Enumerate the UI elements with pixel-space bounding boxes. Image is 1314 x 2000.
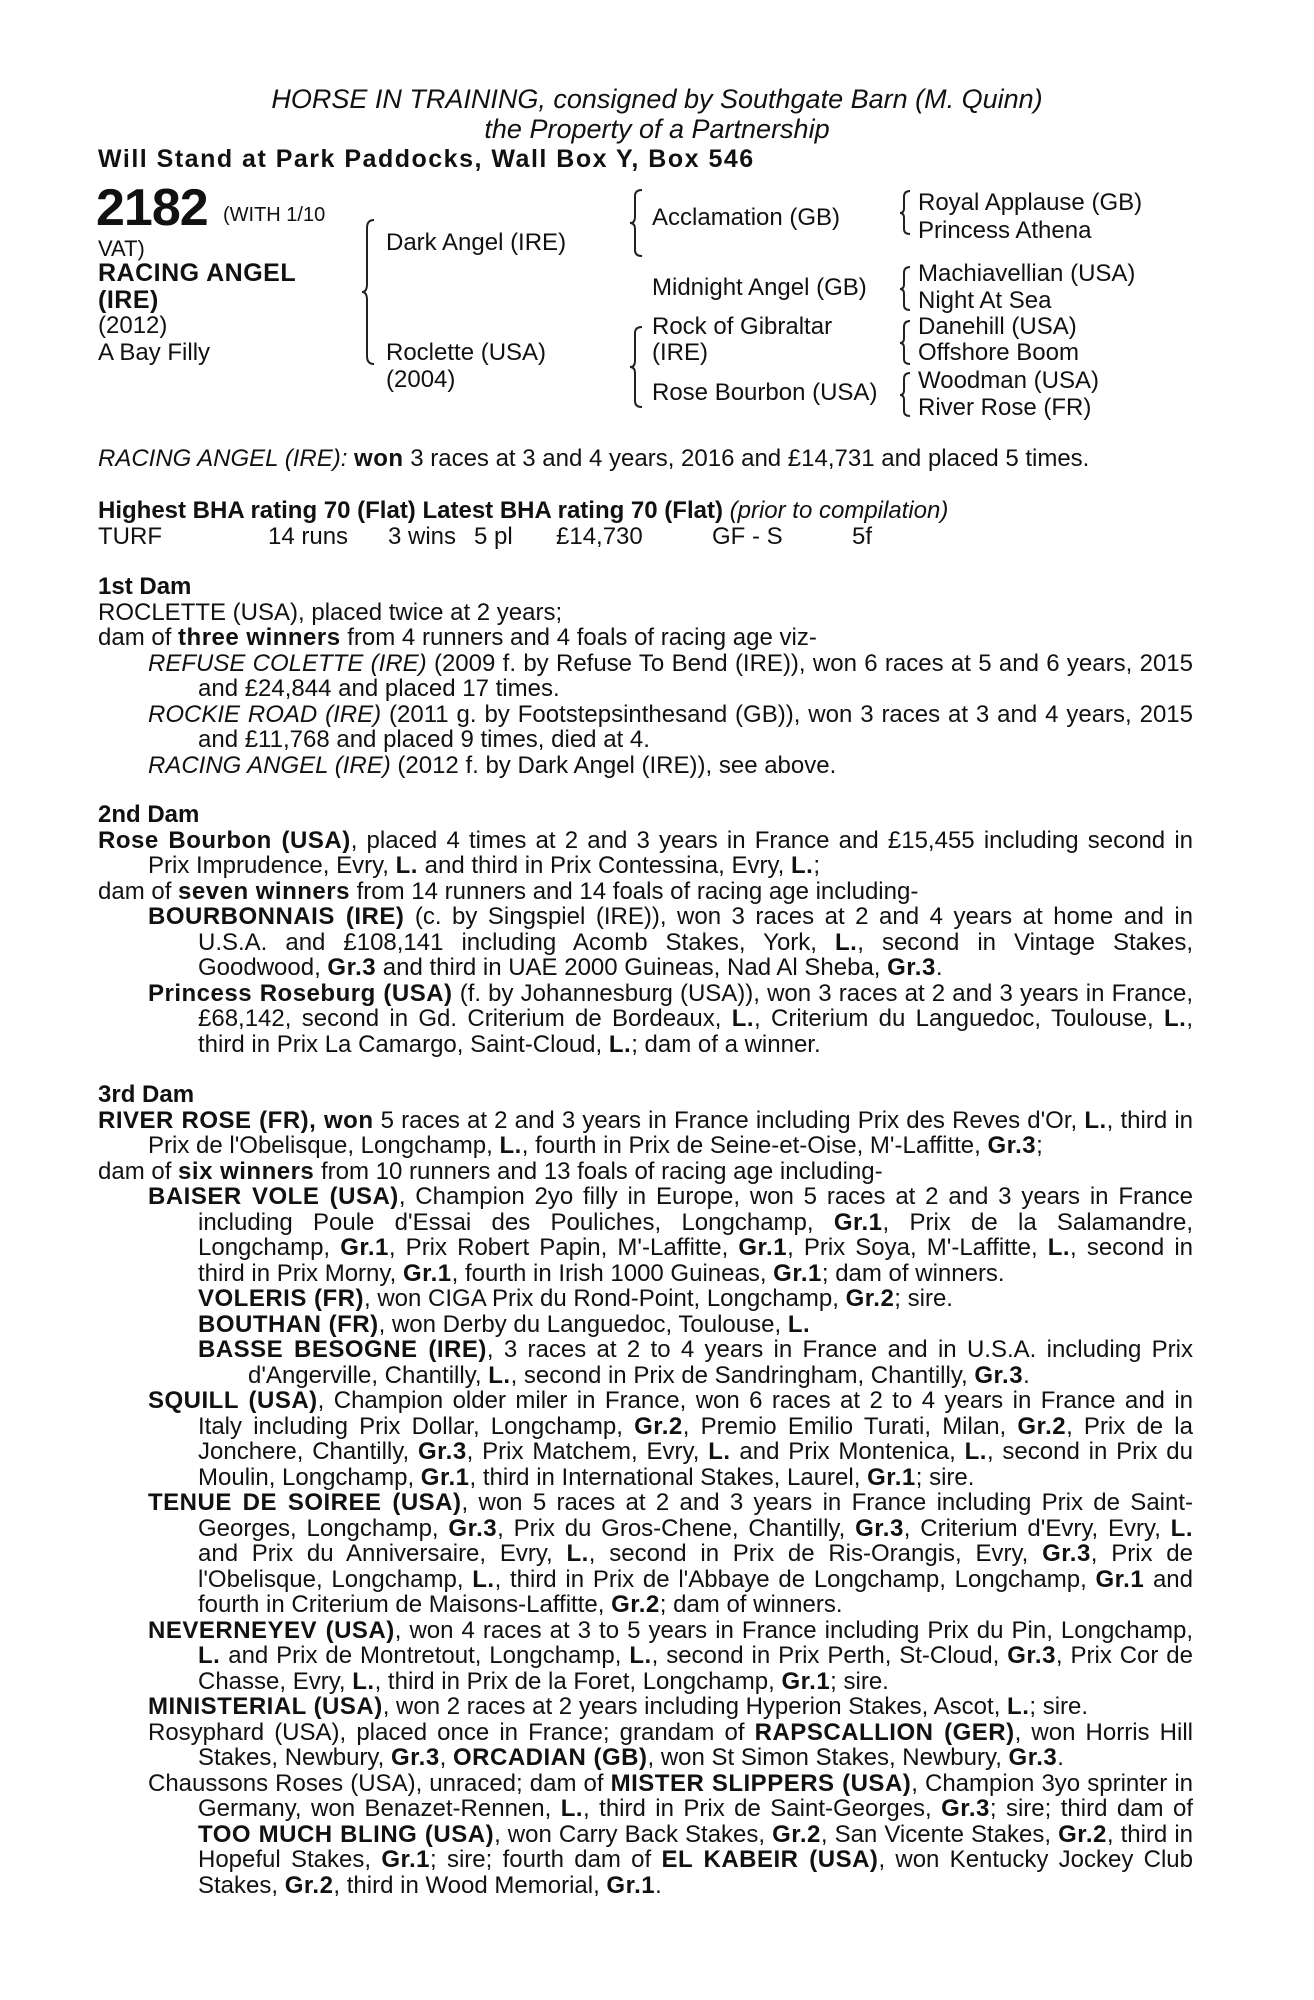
grade: L. bbox=[352, 1667, 375, 1695]
pedigree-dam: Roclette (USA) bbox=[386, 339, 547, 366]
text-run: , Champion 2yo filly in Europe, won 5 races at 2 and 3 years in France including Poule d'Essai des Pouliches, Longchamp, bbox=[198, 1183, 1194, 1236]
third-dam-entry bbox=[98, 1108, 1193, 1159]
grade: L. bbox=[560, 1795, 584, 1822]
progeny-name: BASSE BESOGNE (IRE) bbox=[198, 1336, 487, 1363]
text-run: ; sire; fourth dam of bbox=[430, 1846, 662, 1873]
grade: L. bbox=[629, 1642, 652, 1669]
text-run: , won St Simon Stakes, Newbury, bbox=[647, 1744, 1009, 1771]
text-run: , Premio Emilio Turati, Milan, bbox=[682, 1412, 1018, 1440]
text-run: (2009 f. by Refuse To Bend (IRE)), won 6 races at 5 and 6 years, 2015 and £24,844 and placed 17 times. bbox=[198, 649, 1193, 702]
text-run: dam of bbox=[98, 877, 179, 905]
grade: L. bbox=[1047, 1234, 1071, 1261]
pedigree-sire: Dark Angel (IRE) bbox=[386, 229, 567, 256]
record-runs: 14 runs bbox=[268, 523, 349, 550]
text-run: dam of bbox=[98, 624, 179, 651]
progeny-entry bbox=[98, 1720, 1193, 1771]
text-run: and third in Prix Contessina, Evry, bbox=[417, 852, 792, 879]
progeny-name: RAPSCALLION (GER) bbox=[754, 1718, 1015, 1746]
grade: Gr.1 bbox=[738, 1234, 788, 1261]
grade: Gr.1 bbox=[340, 1234, 389, 1261]
third-dam-heading: 3rd Dam bbox=[98, 1081, 195, 1108]
text-run: , bbox=[309, 1106, 324, 1134]
record-earnings: £14,730 bbox=[556, 523, 643, 550]
dam-name: RIVER ROSE (FR) bbox=[98, 1106, 310, 1134]
grade: L. bbox=[731, 1005, 755, 1032]
progeny-entry bbox=[98, 1490, 1193, 1618]
grade: L. bbox=[834, 928, 858, 956]
ownership-line: the Property of a Partnership bbox=[484, 114, 830, 144]
progeny-name: Princess Roseburg (USA) bbox=[148, 979, 453, 1007]
text-run: ; sire. bbox=[915, 1463, 975, 1491]
progeny-entry bbox=[98, 1694, 1193, 1720]
text-run: Chaussons Roses (USA), unraced; dam of bbox=[148, 1769, 611, 1797]
grade: Gr.3 bbox=[1042, 1540, 1091, 1567]
text-run: ; dam of a winner. bbox=[631, 1030, 821, 1058]
text-run: , Prix du Gros-Chene, Chantilly, bbox=[497, 1514, 856, 1542]
pedigree-dss: Danehill (USA) bbox=[918, 313, 1077, 340]
pedigree-bracket-rock-of-gibraltar bbox=[898, 318, 914, 368]
grade: L. bbox=[608, 1030, 632, 1058]
won-word: won bbox=[323, 1106, 374, 1134]
pedigree-bracket-gen1 bbox=[360, 218, 380, 368]
pedigree-ssd: Princess Athena bbox=[918, 217, 1092, 244]
text-run: (f. by Johannesburg (USA)), won 3 races at 2 and 3 years in France, £68,142, second in Gd. Criterium de Bordeaux, bbox=[198, 979, 1194, 1032]
grade: Gr.3 bbox=[974, 1361, 1024, 1389]
text-run: ; dam of winners. bbox=[821, 1259, 1005, 1287]
text-run: , Criterium du Languedoc, Toulouse, bbox=[754, 1005, 1164, 1032]
first-dam-winners: three winners bbox=[178, 624, 341, 651]
record-surface: TURF bbox=[98, 523, 162, 550]
text-run: , bbox=[439, 1744, 454, 1771]
text-run: , won 2 races at 2 years including Hyperion Stakes, Ascot, bbox=[382, 1693, 1008, 1720]
progeny-name: REFUSE COLETTE (IRE) bbox=[148, 649, 427, 677]
grandprogeny-entry bbox=[98, 1337, 1193, 1388]
progeny-name: TENUE DE SOIREE (USA) bbox=[148, 1489, 462, 1516]
grade: Gr.3 bbox=[390, 1744, 440, 1771]
text-run: , Prix de l'Obelisque, Longchamp, bbox=[198, 1540, 1193, 1593]
pedigree-bracket-dam bbox=[628, 325, 648, 410]
pedigree-dds: Woodman (USA) bbox=[918, 367, 1099, 394]
grade: L. bbox=[472, 1565, 495, 1593]
text-run: , third in Prix de Saint-Georges, bbox=[583, 1795, 942, 1822]
summary-name: RACING ANGEL (IRE): bbox=[98, 445, 348, 472]
record-going: GF - S bbox=[712, 523, 783, 550]
grade: Gr.3 bbox=[327, 954, 377, 981]
text-run: and third in UAE 2000 Guineas, Nad Al Sheba, bbox=[376, 954, 888, 981]
text-run: ; sire. bbox=[830, 1667, 889, 1695]
progeny-name: ORCADIAN (GB) bbox=[453, 1744, 648, 1771]
grade: Gr.1 bbox=[867, 1463, 916, 1491]
race-summary bbox=[98, 446, 1193, 472]
text-run: , Prix Cor de Chasse, Evry, bbox=[198, 1642, 1193, 1695]
grade: Gr.1 bbox=[420, 1463, 470, 1491]
text-run: , third in Wood Memorial, bbox=[333, 1871, 607, 1899]
text-run: . bbox=[1057, 1744, 1064, 1771]
second-dam-section bbox=[98, 802, 1193, 1057]
pedigree-bracket-acclamation bbox=[898, 188, 914, 238]
progeny-entry bbox=[98, 753, 1193, 779]
text-run: , Prix de la Salamandre, Longchamp, bbox=[198, 1208, 1194, 1261]
grade: Gr.3 bbox=[1007, 1642, 1056, 1669]
grade: L. bbox=[708, 1438, 731, 1465]
grade: Gr.3 bbox=[887, 954, 936, 981]
text-run: , third in Prix de l'Obelisque, Longchamp, bbox=[148, 1106, 1194, 1159]
text-run: , won Horris Hill Stakes, Newbury, bbox=[198, 1718, 1193, 1771]
rating-note: (prior to compilation) bbox=[722, 497, 949, 524]
grade: Gr.3 bbox=[855, 1514, 904, 1542]
text-run: , second in Prix Perth, St-Cloud, bbox=[651, 1642, 1008, 1669]
grade: L. bbox=[198, 1642, 221, 1669]
second-dam-winners: seven winners bbox=[178, 877, 350, 905]
progeny-name: BOUTHAN (FR) bbox=[198, 1310, 379, 1338]
text-run: , won Derby du Languedoc, Toulouse, bbox=[378, 1310, 788, 1338]
grade: Gr.3 bbox=[448, 1514, 498, 1542]
text-run: , fourth in Prix de Seine-et-Oise, M'-Laffitte, bbox=[521, 1132, 988, 1159]
pedigree-dsd: Offshore Boom bbox=[918, 339, 1079, 366]
pedigree-bracket-midnight-angel bbox=[898, 264, 914, 314]
text-run: and Prix du Anniversaire, Evry, bbox=[198, 1540, 567, 1567]
progeny-entry bbox=[98, 1771, 1193, 1899]
text-run: (2012 f. by Dark Angel (IRE)), see above. bbox=[390, 751, 837, 779]
text-run: , won 4 races at 3 to 5 years in France including Prix du Pin, Longchamp, bbox=[394, 1616, 1194, 1644]
progeny-name: MINISTERIAL (USA) bbox=[148, 1693, 383, 1720]
pedigree-dam-year: (2004) bbox=[386, 366, 456, 393]
grade: Gr.1 bbox=[606, 1871, 656, 1899]
dam-name: Rose Bourbon (USA) bbox=[98, 826, 351, 854]
first-dam-heading: 1st Dam bbox=[98, 573, 192, 600]
pedigree-sss: Royal Applause (GB) bbox=[918, 189, 1143, 216]
text-run: , fourth in Irish 1000 Guineas, bbox=[451, 1259, 774, 1287]
progeny-name: RACING ANGEL (IRE) bbox=[148, 751, 391, 779]
text-run: , second in Prix du Moulin, Longchamp, bbox=[198, 1438, 1193, 1491]
grandprogeny-entry bbox=[98, 1312, 1193, 1338]
pedigree-sire-sire: Acclamation (GB) bbox=[652, 204, 841, 231]
text-run: (c. by Singspiel (IRE)), won 3 races at 2 and 4 years at home and in U.S.A. and £108,141 including Acomb Stakes, York, bbox=[198, 903, 1193, 956]
pedigree-sdd: Night At Sea bbox=[918, 287, 1052, 314]
consignor-line: HORSE IN TRAINING, consigned by Southgate Barn (M. Quinn) bbox=[271, 84, 1043, 114]
summary-text: 3 races at 3 and 4 years, 2016 and £14,731 and placed 5 times. bbox=[403, 445, 1090, 472]
text-run: , Criterium d'Evry, Evry, bbox=[903, 1514, 1171, 1542]
text-run: from 10 runners and 13 foals of racing age including- bbox=[314, 1157, 883, 1185]
horse-name: RACING ANGEL bbox=[98, 259, 297, 287]
pedigree-dam-sire: Rock of Gibraltar bbox=[652, 313, 833, 340]
text-run: , third in Hopeful Stakes, bbox=[198, 1820, 1194, 1873]
text-run: . bbox=[935, 954, 943, 981]
lot-number: 2182 bbox=[96, 179, 208, 237]
progeny-entry bbox=[98, 904, 1193, 981]
text-run: from 4 runners and 4 foals of racing age viz- bbox=[340, 624, 817, 651]
foaling-year: (2012) bbox=[98, 312, 168, 339]
pedigree-sds: Machiavellian (USA) bbox=[918, 260, 1136, 287]
progeny-entry bbox=[98, 1184, 1193, 1286]
grade: L. bbox=[1084, 1106, 1107, 1134]
grade: L. bbox=[488, 1361, 511, 1389]
text-run: , third in Prix La Camargo, Saint-Cloud, bbox=[198, 1005, 1193, 1058]
text-run: , third in Prix de l'Abbaye de Longchamp, Longchamp, bbox=[494, 1565, 1096, 1593]
text-run: , third in Prix de la Foret, Longchamp, bbox=[374, 1667, 782, 1695]
grade: L. bbox=[791, 852, 814, 879]
grade: Gr.3 bbox=[987, 1132, 1037, 1159]
progeny-name: MISTER SLIPPERS (USA) bbox=[610, 1769, 912, 1797]
rating-label: Highest BHA rating 70 (Flat) Latest BHA rating 70 (Flat) bbox=[98, 497, 723, 524]
pedigree-dam-dam: Rose Bourbon (USA) bbox=[652, 379, 878, 406]
rating-block bbox=[98, 498, 1193, 524]
text-run: ; dam of winners. bbox=[659, 1591, 843, 1618]
grade: L. bbox=[395, 852, 418, 879]
pedigree-ddd: River Rose (FR) bbox=[918, 394, 1092, 421]
grandprogeny-entry bbox=[98, 1286, 1193, 1312]
progeny-entry bbox=[98, 702, 1193, 753]
progeny-name: ROCKIE ROAD (IRE) bbox=[148, 700, 382, 728]
text-run: dam of bbox=[98, 1157, 179, 1185]
grade: Gr.1 bbox=[1095, 1565, 1145, 1593]
record-placed: 5 pl bbox=[474, 523, 513, 550]
first-dam-section bbox=[98, 574, 1193, 778]
text-run: ; sire. bbox=[894, 1285, 953, 1312]
text-run: , Prix Matchem, Evry, bbox=[466, 1438, 709, 1465]
progeny-name: BOURBONNAIS (IRE) bbox=[148, 903, 405, 930]
pedigree-bracket-sire bbox=[628, 188, 648, 258]
text-run: , won Carry Back Stakes, bbox=[494, 1820, 773, 1848]
text-run: . bbox=[655, 1871, 662, 1899]
text-run: from 14 runners and 14 foals of racing age including- bbox=[349, 877, 919, 905]
record-distance: 5f bbox=[852, 523, 873, 550]
grade: Gr.1 bbox=[402, 1259, 452, 1287]
text-run: and Prix Montenica, bbox=[730, 1438, 965, 1465]
text-run: and fourth in Criterium de Maisons-Laffitte, bbox=[198, 1565, 1193, 1618]
second-dam-heading: 2nd Dam bbox=[98, 801, 200, 828]
grade: Gr.3 bbox=[1008, 1744, 1058, 1771]
grade: L. bbox=[499, 1132, 522, 1159]
grade: Gr.1 bbox=[833, 1208, 883, 1236]
grade: Gr.2 bbox=[1058, 1820, 1107, 1848]
text-run: , third in International Stakes, Laurel, bbox=[469, 1463, 868, 1491]
text-run: 5 races at 2 and 3 years in France including Prix des Reves d'Or, bbox=[373, 1106, 1085, 1134]
text-run: , San Vicente Stakes, bbox=[820, 1820, 1059, 1848]
third-dam-section bbox=[98, 1082, 1193, 1898]
text-run: ; bbox=[1036, 1132, 1043, 1159]
progeny-entry bbox=[98, 1618, 1193, 1695]
vat-note: (WITH 1/10 bbox=[223, 204, 326, 226]
text-run: , won 5 races at 2 and 3 years in France including Prix de Saint-Georges, Longchamp, bbox=[198, 1489, 1194, 1542]
progeny-name: TOO MUCH BLING (USA) bbox=[198, 1820, 495, 1848]
grade: Gr.3 bbox=[417, 1438, 467, 1465]
text-run: , Champion older miler in France, won 6 races at 2 to 4 years in France and in Italy including Prix Dollar, Longchamp, bbox=[198, 1387, 1193, 1440]
grade: Gr.2 bbox=[611, 1591, 660, 1618]
grade: Gr.2 bbox=[1017, 1412, 1067, 1440]
text-run: , second in Prix de Ris-Orangis, Evry, bbox=[588, 1540, 1043, 1567]
grade: Gr.1 bbox=[381, 1846, 431, 1873]
first-dam-line: ROCLETTE (USA), placed twice at 2 years; bbox=[98, 598, 563, 626]
text-run: ; bbox=[813, 852, 821, 879]
summary-won: won bbox=[354, 445, 404, 472]
text-run: , Champion 3yo sprinter in Germany, won Benazet-Rennen, bbox=[198, 1769, 1193, 1822]
grade: L. bbox=[566, 1540, 589, 1567]
grade: Gr.3 bbox=[941, 1795, 990, 1822]
text-run: , second in Vintage Stakes, Goodwood, bbox=[198, 928, 1193, 981]
pedigree-sire-dam: Midnight Angel (GB) bbox=[652, 274, 867, 301]
grade: Gr.2 bbox=[634, 1412, 683, 1440]
grade: Gr.1 bbox=[773, 1259, 822, 1287]
grade: Gr.2 bbox=[772, 1820, 821, 1848]
text-run: Rosyphard (USA), placed once in France; grandam of bbox=[148, 1718, 755, 1746]
text-run: ; sire. bbox=[1029, 1693, 1089, 1720]
text-run: , 3 races at 2 to 4 years in France and in U.S.A. including Prix d'Angerville, Chantilly, bbox=[248, 1336, 1194, 1389]
horse-description: A Bay Filly bbox=[98, 339, 211, 366]
progeny-entry bbox=[98, 1388, 1193, 1490]
stand-location: Will Stand at Park Paddocks, Wall Box Y, Box 546 bbox=[98, 145, 755, 173]
text-run: , placed 4 times at 2 and 3 years in France and £15,455 including second in Prix Imprudence, Evry, bbox=[148, 826, 1194, 879]
text-run: . bbox=[1023, 1361, 1030, 1389]
text-run: , Prix Soya, M'-Laffitte, bbox=[787, 1234, 1048, 1261]
progeny-name: SQUILL (USA) bbox=[148, 1387, 318, 1414]
horse-country: (IRE) bbox=[98, 286, 159, 314]
text-run: , Prix Robert Papin, M'-Laffitte, bbox=[388, 1234, 739, 1261]
third-dam-winners: six winners bbox=[178, 1157, 315, 1185]
grade: L. bbox=[787, 1310, 811, 1338]
grade: L. bbox=[1007, 1693, 1030, 1720]
progeny-entry bbox=[98, 981, 1193, 1058]
vat-note-cont: VAT) bbox=[98, 236, 145, 261]
pedigree-dam-sire-country: (IRE) bbox=[652, 339, 708, 366]
record-wins: 3 wins bbox=[388, 523, 457, 550]
text-run: (2011 g. by Footstepsinthesand (GB)), won 3 races at 3 and 4 years, 2015 and £11,768 and placed 9 times, died at 4. bbox=[198, 700, 1193, 753]
grade: L. bbox=[1170, 1514, 1193, 1542]
progeny-name: NEVERNEYEV (USA) bbox=[148, 1616, 395, 1644]
text-run: , won CIGA Prix du Rond-Point, Longchamp, bbox=[364, 1285, 846, 1312]
grade: Gr.2 bbox=[845, 1285, 895, 1312]
text-run: , second in Prix de Sandringham, Chantilly, bbox=[510, 1361, 975, 1389]
second-dam-entry bbox=[98, 828, 1193, 879]
progeny-name: VOLERIS (FR) bbox=[198, 1285, 364, 1312]
text-run: ; sire; third dam of bbox=[989, 1795, 1193, 1822]
text-run: , second in third in Prix Morny, bbox=[198, 1234, 1193, 1287]
text-run: and Prix de Montretout, Longchamp, bbox=[220, 1642, 630, 1669]
grade: L. bbox=[1164, 1005, 1187, 1032]
progeny-name: EL KABEIR (USA) bbox=[661, 1846, 879, 1873]
pedigree-bracket-rose-bourbon bbox=[898, 370, 914, 420]
grade: L. bbox=[964, 1438, 987, 1465]
grade: Gr.2 bbox=[284, 1871, 334, 1899]
progeny-name: BAISER VOLE (USA) bbox=[148, 1183, 399, 1210]
grade: Gr.1 bbox=[781, 1667, 831, 1695]
progeny-entry bbox=[98, 651, 1193, 702]
text-run: , won Kentucky Jockey Club Stakes, bbox=[198, 1846, 1194, 1899]
text-run: , Prix de la Jonchere, Chantilly, bbox=[198, 1412, 1193, 1465]
